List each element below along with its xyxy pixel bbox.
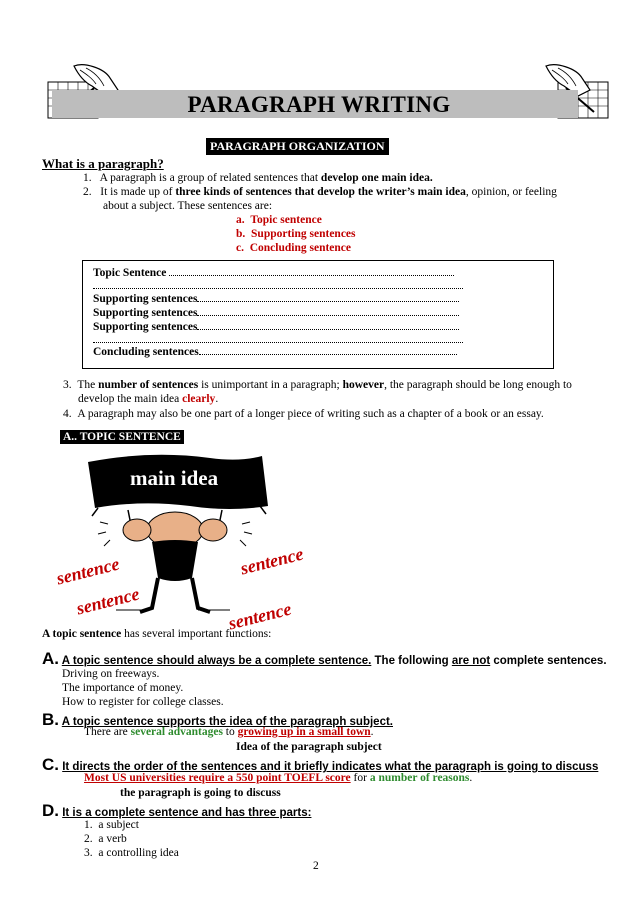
box-line: Supporting sentences [93,320,459,334]
rule-b-example: There are several advantages to growing up in a small town. [84,726,374,738]
example-item: How to register for college classes. [62,696,224,708]
functions-intro: A topic sentence has several important functions: [42,628,272,640]
kind-item: b. Supporting sentences [236,228,356,240]
rule-a: A. A topic sentence should always be a complete sentence. The following are not complete sentences. [42,649,607,668]
page-title: PARAGRAPH WRITING [187,92,451,117]
rule-b-note: Idea of the paragraph subject [236,741,382,753]
list-item: 3. The number of sentences is unimportant in a paragraph; however, the paragraph should be long enough to [63,379,572,391]
part-item: 2. a verb [84,833,127,845]
box-line [93,279,463,293]
main-idea-banner-text: main idea [130,466,219,490]
rule-c-example: Most US universities require a 550 point TOEFL score for a number of reasons. [84,772,473,784]
part-item: 1. a subject [84,819,139,831]
list-item: 4. A paragraph may also be one part of a longer piece of writing such as a chapter of a book or an essay. [63,408,544,420]
sentence-label: sentence [226,598,294,634]
section-label: A.. TOPIC SENTENCE [60,430,184,444]
rule-c-note: the paragraph is going to discuss [120,787,281,799]
list-item-continued: about a subject. These sentences are: [103,200,273,212]
rule-c: C. It directs the order of the sentences and it briefly indicates what the paragraph is going to discuss [42,755,599,774]
example-item: The importance of money. [62,682,184,694]
rule-d: D. It is a complete sentence and has three parts: [42,801,312,820]
kind-item: c. Concluding sentence [236,242,352,254]
part-item: 3. a controlling idea [84,847,179,859]
sentence-label: sentence [74,583,142,619]
page-subtitle: PARAGRAPH ORGANIZATION [206,138,389,155]
rule-b: B. A topic sentence supports the idea of the paragraph subject. [42,710,393,729]
page-number: 2 [313,860,319,872]
kind-item: a. Topic sentence [236,214,322,226]
list-item-continued: develop the main idea clearly. [78,393,219,405]
sentence-label: sentence [238,543,306,579]
sentence-label: sentence [54,553,122,589]
box-line: Topic Sentence [93,266,454,280]
box-line: Supporting sentences [93,306,459,320]
list-item: 1. A paragraph is a group of related sentences that develop one main idea. [83,172,433,184]
question-heading: What is a paragraph? [42,156,164,171]
box-line: Supporting sentences [93,292,459,306]
example-item: Driving on freeways. [62,668,160,680]
list-item: 2. It is made up of three kinds of sentences that develop the writer’s main idea, opinion, or feeling [83,186,557,198]
box-line: Concluding sentences [93,345,457,359]
